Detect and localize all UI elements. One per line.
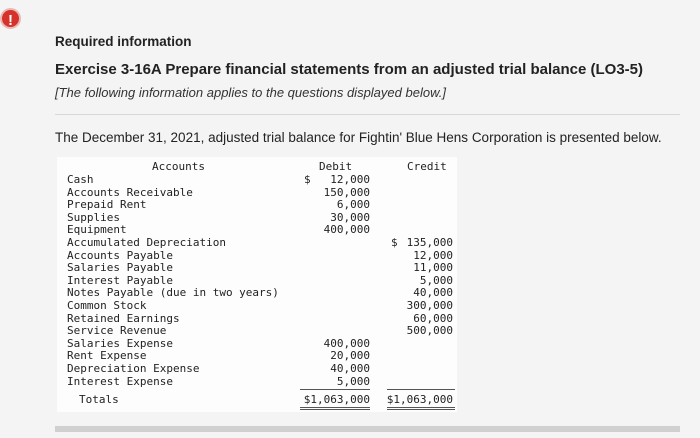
table-row xyxy=(57,312,457,325)
header-credit: Credit xyxy=(407,160,447,173)
table-row xyxy=(57,173,457,186)
credit-amount: 40,000 xyxy=(413,286,453,300)
account-name: Notes Payable (due in two years) xyxy=(67,286,279,300)
debit-double-rule xyxy=(300,407,370,410)
table-row xyxy=(57,349,457,362)
account-name: Prepaid Rent xyxy=(67,198,147,212)
table-row xyxy=(57,337,457,350)
required-information-label: Required information xyxy=(55,34,192,49)
instruction-note: [The following information applies to the questions displayed below.] xyxy=(55,85,446,100)
table-row xyxy=(57,223,457,236)
credit-amount: 300,000 xyxy=(406,299,453,312)
exercise-title: Exercise 3-16A Prepare financial statements from an adjusted trial balance (LO3-5) xyxy=(55,61,643,78)
debit-amount: 20,000 xyxy=(330,349,370,363)
table-row xyxy=(57,249,457,262)
credit-amount: 500,000 xyxy=(406,324,453,338)
question-header xyxy=(55,34,643,101)
credit-amount: 60,000 xyxy=(413,311,453,325)
credit-total-rule xyxy=(387,389,455,390)
debit-amount: 5,000 xyxy=(336,374,370,388)
account-name: Accounts Receivable xyxy=(67,185,193,199)
debit-amount: 6,000 xyxy=(336,198,370,212)
credit-amount: 11,000 xyxy=(413,261,453,275)
account-name: Supplies xyxy=(67,210,120,224)
table-row xyxy=(57,274,457,287)
account-name: Accounts Payable xyxy=(67,248,173,262)
credit-total: $1,063,000 xyxy=(386,393,453,407)
header-debit: Debit xyxy=(319,160,353,173)
debit-total-rule xyxy=(300,389,370,390)
account-name: Common Stock xyxy=(67,299,147,312)
debit-amount: 12,000 xyxy=(330,173,370,186)
totals-label: Totals xyxy=(79,393,119,407)
debit-currency-symbol: $ xyxy=(304,173,311,186)
header-accounts: Accounts xyxy=(152,160,205,173)
table-header-row xyxy=(57,160,457,173)
totals-row xyxy=(57,393,457,406)
account-name: Salaries Payable xyxy=(67,261,173,275)
table-row xyxy=(57,236,457,249)
table-row xyxy=(57,286,457,299)
trial-balance-table xyxy=(57,157,457,412)
credit-amount: 135,000 xyxy=(406,236,453,249)
alert-icon: ! xyxy=(0,8,21,29)
account-name: Rent Expense xyxy=(67,349,147,363)
account-name: Interest Expense xyxy=(67,374,173,388)
table-row xyxy=(57,186,457,199)
bottom-divider xyxy=(55,426,680,432)
account-name: Equipment xyxy=(67,223,127,237)
credit-amount: 12,000 xyxy=(413,248,453,262)
account-name: Accumulated Depreciation xyxy=(67,236,226,249)
table-row xyxy=(57,362,457,375)
debit-amount: 400,000 xyxy=(323,223,370,237)
table-row xyxy=(57,324,457,337)
intro-text: The December 31, 2021, adjusted trial balance for Fightin' Blue Hens Corporation is presented below. xyxy=(55,130,662,145)
credit-currency-symbol: $ xyxy=(391,236,398,249)
account-name: Service Revenue xyxy=(67,324,167,338)
credit-double-rule xyxy=(387,407,455,410)
account-name: Retained Earnings xyxy=(67,311,180,325)
table-row xyxy=(57,211,457,224)
table-row xyxy=(57,261,457,274)
divider xyxy=(55,114,680,115)
table-row xyxy=(57,198,457,211)
account-name: Interest Payable xyxy=(67,273,173,287)
account-name: Salaries Expense xyxy=(67,336,173,350)
account-name: Cash xyxy=(67,173,94,186)
credit-amount: 5,000 xyxy=(419,273,453,287)
debit-amount: 400,000 xyxy=(323,336,370,350)
debit-amount: 40,000 xyxy=(330,362,370,375)
table-row xyxy=(57,299,457,312)
table-row xyxy=(57,375,457,388)
debit-amount: 30,000 xyxy=(330,210,370,224)
debit-amount: 150,000 xyxy=(323,185,370,199)
debit-total: $1,063,000 xyxy=(303,393,370,407)
account-name: Depreciation Expense xyxy=(67,362,200,375)
